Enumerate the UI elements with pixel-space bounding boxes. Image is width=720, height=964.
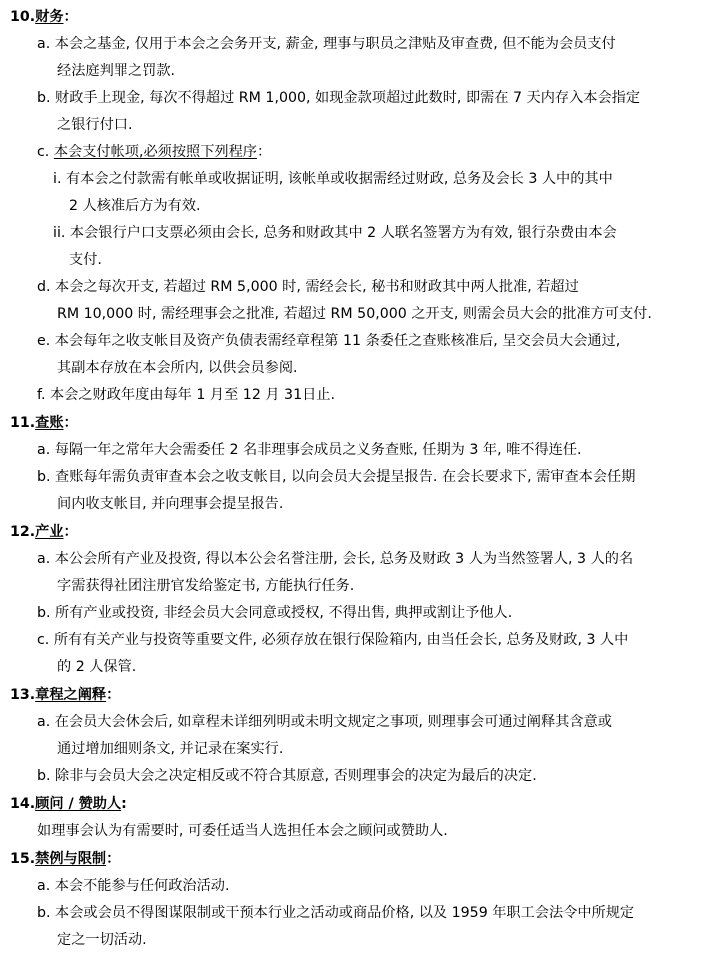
section-title: 禁例与限制 [35, 851, 107, 867]
section-number: 11. [10, 415, 36, 431]
clause-10f-line: f. 本会之财政年度由每年 1 月至 12 月 31日止. [37, 387, 335, 403]
clause-13a-line-1: a. 在会员大会休会后, 如章程未详细列明或未明文规定之事项, 则理事会可通过阐释其含意或 [37, 714, 612, 730]
section-title: 财务 [35, 9, 64, 25]
clause-10d-line-2: RM 10,000 时, 需经理事会之批准, 若超过 RM 50,000 之开支, 则需会员大会的批准方可支付. [57, 306, 652, 322]
section-title: 产业 [35, 524, 64, 540]
clause-15a-line: a. 本会不能参与任何政治活动. [37, 878, 230, 894]
clause-15b-line-1: b. 本会或会员不得图谋限制或干预本行业之活动或商品价格, 以及 1959 年职工会法令中所规定 [37, 905, 635, 921]
clause-12a-line-2: 字需获得社团注册官发给鉴定书, 方能执行任务. [57, 578, 355, 594]
section-number: 10. [10, 9, 36, 25]
section-title: 查账 [35, 415, 64, 431]
clause-12c-line-2: 的 2 人保管. [57, 659, 137, 675]
section-number: 12. [10, 524, 36, 540]
clause-12c-line-1: c. 所有有关产业与投资等重要文件, 必须存放在银行保险箱内, 由当任会长, 总务及财政, 3 人中 [37, 632, 629, 648]
clause-10c-prefix: c. [37, 144, 54, 160]
clause-13a-line-2: 通过增加细则条文, 并记录在案实行. [57, 741, 284, 757]
clause-13b-line: b. 除非与会员大会之决定相反或不符合其原意, 否则理事会的决定为最后的决定. [37, 768, 537, 784]
clause-10a-line-1: a. 本会之基金, 仅用于本会之会务开支, 薪金, 理事与职员之津贴及审查费, 但不能为会员支付 [37, 36, 616, 52]
section-number: 13. [10, 687, 36, 703]
section-title: 章程之阐释 [35, 687, 107, 703]
heading-colon: ： [106, 687, 121, 703]
clause-10c-line [37, 143, 271, 161]
section-title: 顾问 / 赞助人 [35, 796, 122, 812]
clause-10b-line-2: 之银行付口. [57, 117, 133, 133]
clause-11b-line-1: b. 查账每年需负责审查本会之收支帐目, 以向会员大会提呈报告. 在会长要求下, 需审查本会任期 [37, 469, 636, 485]
heading-colon: : [121, 796, 127, 812]
section-10-heading [10, 8, 78, 26]
clause-10c-i-line-2: 2 人核准后方为有效. [69, 198, 201, 214]
clause-12b-line: b. 所有产业或投资, 非经会员大会同意或授权, 不得出售, 典押或割让予他人. [37, 605, 513, 621]
clause-11a-line: a. 每隔一年之常年大会需委任 2 名非理事会成员之义务查账, 任期为 3 年, 唯不得连任. [37, 442, 582, 458]
clause-10c-suffix: ： [256, 144, 272, 160]
section-14-heading [10, 795, 127, 813]
clause-15b-line-2: 定之一切活动. [57, 932, 147, 948]
clause-10c-text: 本会支付帐项,必须按照下列程序 [53, 144, 257, 160]
heading-colon: ： [63, 524, 78, 540]
section-12-heading [10, 523, 78, 541]
clause-10e-line-2: 其副本存放在本会所内, 以供会员参阅. [57, 360, 298, 376]
clause-12a-line-1: a. 本公会所有产业及投资, 得以本公会名誉注册, 会长, 总务及财政 3 人为当然签署人, 3 人的名 [37, 551, 634, 567]
section-15-heading [10, 850, 120, 868]
heading-colon: ： [106, 851, 121, 867]
clause-10c-i-line-1: i. 有本会之付款需有帐单或收据证明, 该帐单或收据需经过财政, 总务及会长 3 人中的其中 [53, 171, 613, 187]
clause-10a-line-2: 经法庭判罪之罚款. [57, 63, 176, 79]
section-11-heading [10, 414, 78, 432]
clause-10e-line-1: e. 本会每年之收支帐目及资产负债表需经章程第 11 条委任之查账核准后, 呈交会员大会通过, [37, 333, 621, 349]
clause-11b-line-2: 间内收支帐目, 并向理事会提呈报告. [57, 496, 284, 512]
clause-10c-ii-line-1: ii. 本会银行户口支票必须由会长, 总务和财政其中 2 人联名签署方为有效, 银行杂费由本会 [53, 225, 617, 241]
clause-14-line: 如理事会认为有需要时, 可委任适当人选担任本会之顾问或赞助人. [37, 823, 448, 839]
clause-10d-line-1: d. 本会之每次开支, 若超过 RM 5,000 时, 需经会长, 秘书和财政其中两人批准, 若超过 [37, 279, 579, 295]
section-number: 15. [10, 851, 36, 867]
clause-10b-line-1: b. 财政手上现金, 每次不得超过 RM 1,000, 如现金款项超过此数时, 即需在 7 天内存入本会指定 [37, 90, 641, 106]
section-13-heading [10, 686, 120, 704]
section-number: 14. [10, 796, 36, 812]
heading-colon: ： [63, 415, 78, 431]
clause-10c-ii-line-2: 支付. [69, 252, 102, 268]
heading-colon: ： [63, 9, 78, 25]
